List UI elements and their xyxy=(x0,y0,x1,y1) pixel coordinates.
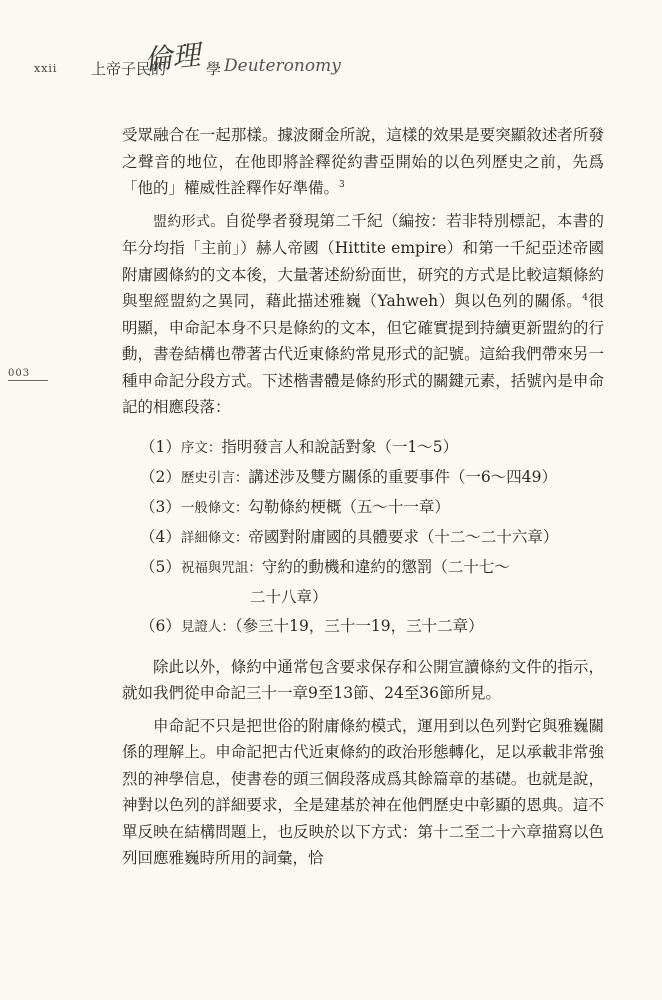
list-item-text: 守約的動機和違約的懲罰（二十七～ xyxy=(261,557,510,576)
page-number: xxii xyxy=(34,62,58,75)
list-item-text: （參三十19，三十一19，三十二章） xyxy=(234,616,484,635)
paragraph-2-text-a: 自從學者發現第二千紀（編按：若非特別標記，本書的年分均指「主前」）赫人帝國（Hittite empire）和第一千紀亞述帝國附庸國條約的文本後，大量著述紛紛面世，研究的方式是比較這類條約與聖經盟約之異同，藉此描述雅巍（Yahweh）與以色列的關係。 xyxy=(122,211,604,310)
list-item xyxy=(140,433,604,463)
list-item xyxy=(140,523,604,553)
list-item-number: （4） xyxy=(140,527,181,546)
list-item xyxy=(140,493,604,523)
list-item-label: 祝福與咒詛： xyxy=(180,559,262,576)
list-item-number: （5） xyxy=(140,557,181,576)
list-item xyxy=(140,612,604,642)
treaty-elements-list xyxy=(140,433,604,642)
list-item xyxy=(140,463,604,493)
paragraph-1-text: 受眾融合在一起那樣。據波爾金所說，這樣的效果是要突顯敘述者所發之聲音的地位，在他即將詮釋從約書亞開始的以色列歷史之前，先爲「他的」權威性詮釋作好準備。 xyxy=(122,126,604,197)
section-heading-covenant-form: 盟約形式。 xyxy=(153,213,225,230)
paragraph-3: 除此以外，條約中通常包含要求保存和公開宣讀條約文件的指示，就如我們從申命記三十一章9至13節、24至36節所見。 xyxy=(122,657,604,702)
running-title-ethics: 倫理 xyxy=(142,38,202,77)
list-item-text: 帝國對附庸國的具體要求（十二～二十六章） xyxy=(248,527,559,546)
footnote-ref-3: 3 xyxy=(339,179,345,190)
list-item-number: （2） xyxy=(140,467,181,486)
list-item-label: 序文： xyxy=(180,439,222,456)
running-title-prefix: 上帝子民的 xyxy=(91,60,167,78)
list-item-label: 歷史引言： xyxy=(180,469,249,486)
running-title-deuteronomy: Deuteronomy xyxy=(224,56,341,76)
list-item xyxy=(140,553,604,583)
margin-page-marker: 003 xyxy=(8,368,48,381)
list-item-number: （1） xyxy=(140,437,181,456)
paragraph-2 xyxy=(122,208,604,421)
page-header xyxy=(28,38,358,98)
list-item-text: 講述涉及雙方關係的重要事件（一6～四49） xyxy=(248,467,557,486)
footnote-ref-4: 4 xyxy=(582,292,589,303)
paragraph-1 xyxy=(122,122,604,202)
paragraph-2-text-b: 很明顯，申命記本身不只是條約的文本，但它確實提到持續更新盟約的行動，書卷結構也帶著古代近東條約常見形式的記號。這給我們帶來另一種申命記分段方式。下述楷書體是條約形式的關鍵元素，括號內是申命記的相應段落： xyxy=(122,292,604,416)
list-item-label: 見證人： xyxy=(180,618,235,635)
list-item-number: （3） xyxy=(140,497,181,516)
list-item-label: 詳細條文： xyxy=(180,529,249,546)
body-text xyxy=(122,122,604,878)
list-item-text: 勾勒條約梗概（五～十一章） xyxy=(248,497,450,516)
list-item-continuation: 二十八章） xyxy=(250,587,328,606)
running-title-book: 學 xyxy=(206,60,222,78)
list-item-text: 指明發言人和說話對象（一1～5） xyxy=(221,437,459,456)
list-item-label: 一般條文： xyxy=(180,499,249,516)
list-item-number: （6） xyxy=(140,616,181,635)
paragraph-4: 申命記不只是把世俗的附庸條約模式，運用到以色列對它與雅巍關係的理解上。申命記把古代近東條約的政治形態轉化，足以承載非常強烈的神學信息，使書卷的頭三個段落成爲其餘篇章的基礎。也就是說，神對以色列的詳細要求，全是建基於神在他們歷史中彰顯的恩典。這不單反映在結構問題上，也反映於以下方式：第十二至二十六章描寫以色列回應雅巍時所用的詞彙，恰 xyxy=(122,716,604,867)
